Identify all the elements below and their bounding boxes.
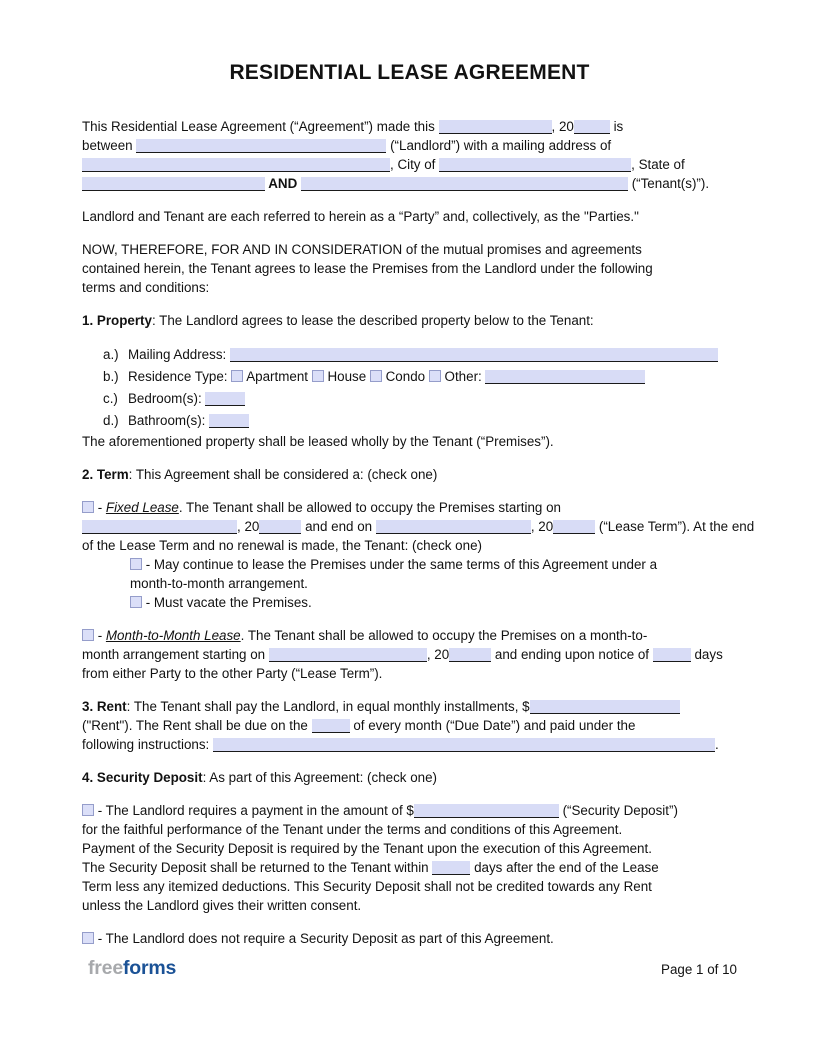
bedrooms-row [103, 388, 737, 410]
text-segment: Payment of the Security Deposit is required by the Tenant upon the execution of this Agreement. [82, 841, 652, 856]
text-segment: (“Landlord”) with a mailing address of [386, 138, 612, 153]
checkbox-house[interactable] [312, 370, 324, 382]
field-bathrooms[interactable] [209, 414, 249, 428]
section-number-label: 3. Rent [82, 699, 127, 714]
text-segment: : The Landlord agrees to lease the described property below to the Tenant: [151, 313, 594, 328]
field-mailing-address[interactable] [230, 348, 718, 362]
text-segment: Other: [444, 369, 486, 384]
field-payment-instructions[interactable] [213, 738, 715, 752]
text-segment: and end on [301, 519, 376, 534]
residence-type-row [103, 366, 737, 388]
text-segment: - [94, 803, 106, 818]
text-segment: Term less any itemized deductions. This Security Deposit shall not be credited towards any Rent [82, 879, 652, 894]
list-item-letter: a.) [103, 347, 119, 362]
text-segment: Condo [385, 369, 429, 384]
checkbox-condo[interactable] [370, 370, 382, 382]
field-rent-due-day[interactable] [312, 719, 350, 733]
text-segment: . The Tenant shall be allowed to occupy the Premises starting on [178, 500, 561, 515]
text-segment: The Security Deposit shall be returned to the Tenant within [82, 860, 433, 875]
month-to-month-clause [82, 626, 737, 683]
field-agreement-year[interactable] [574, 120, 610, 134]
field-deposit-return-days[interactable] [432, 861, 470, 875]
text-segment: , City of [390, 157, 440, 172]
text-segment: Residence Type: [128, 369, 232, 384]
bathrooms-row [103, 410, 737, 432]
logo-text-forms: forms [122, 957, 177, 979]
field-tenant-names[interactable] [301, 177, 628, 191]
section-3-rent [82, 697, 737, 754]
text-segment: days [690, 647, 723, 662]
checkbox-continue-month-to-month[interactable] [130, 558, 142, 570]
text-segment: (“Security Deposit”) [558, 803, 678, 818]
consideration-paragraph [82, 240, 737, 297]
text-segment: Bedroom(s): [128, 391, 206, 406]
fixed-lease-clause [82, 498, 755, 612]
mailing-address-row [103, 344, 737, 366]
text-segment: of every month (“Due Date”) and paid under the [349, 718, 636, 733]
field-fixed-end-date[interactable] [376, 520, 531, 534]
page-footer [88, 957, 737, 980]
text-segment: contained herein, the Tenant agrees to lease the Premises from the Landlord under the following [82, 261, 653, 276]
text-segment: is [609, 119, 624, 134]
text-segment: . The Tenant shall be allowed to occupy the Premises on a month-to- [240, 628, 648, 643]
checkbox-other[interactable] [429, 370, 441, 382]
checkbox-month-to-month-lease[interactable] [82, 629, 94, 641]
checkbox-must-vacate[interactable] [130, 596, 142, 608]
text-segment: days after the end of the Lease [470, 860, 659, 875]
text-segment: terms and conditions: [82, 280, 210, 295]
text-segment: Apartment [246, 369, 312, 384]
freeforms-logo [88, 957, 176, 980]
page-number: Page 1 of 10 [661, 962, 737, 977]
text-segment: , 20 [426, 647, 450, 662]
text-segment: ("Rent"). The Rent shall be due on the [82, 718, 312, 733]
month-to-month-label: Month-to-Month Lease [105, 628, 241, 643]
text-segment: following instructions: [82, 737, 213, 752]
text-segment: of the Lease Term and no renewal is made, the Tenant: (check one) [82, 538, 482, 553]
text-segment: (“Lease Term”). At the end [595, 519, 755, 534]
section-1-property-heading [82, 311, 737, 330]
property-list [103, 344, 737, 432]
text-segment: - [142, 595, 154, 610]
deposit-required-clause [82, 801, 737, 915]
text-segment: Landlord and Tenant are each referred to herein as a “Party” and, collectively, as the "Parties." [82, 209, 639, 224]
text-segment: unless the Landlord gives their written consent. [82, 898, 362, 913]
section-number-label: 4. Security Deposit [82, 770, 203, 785]
text-segment: and ending upon notice of [491, 647, 653, 662]
text-segment: : As part of this Agreement: (check one) [202, 770, 438, 785]
text-segment: May continue to lease the Premises under the same terms of this Agreement under a [153, 557, 658, 572]
field-deposit-amount[interactable] [414, 804, 559, 818]
fixed-lease-label: Fixed Lease [105, 500, 179, 515]
text-segment: This Residential Lease Agreement (“Agreement”) made this [82, 119, 439, 134]
field-fixed-start-year[interactable] [259, 520, 301, 534]
text-segment: Mailing Address: [128, 347, 230, 362]
logo-text-free: free [88, 957, 123, 979]
intro-paragraph [82, 117, 737, 193]
text-segment: NOW, THEREFORE, FOR AND IN CONSIDERATION of the mutual promises and agreements [82, 242, 642, 257]
no-deposit-clause [82, 929, 737, 948]
text-segment: Bathroom(s): [128, 413, 210, 428]
text-segment: from either Party to the other Party (“Lease Term”). [82, 666, 383, 681]
list-item-letter: b.) [103, 369, 119, 384]
text-segment: : The Tenant shall pay the Landlord, in equal monthly installments, $ [126, 699, 530, 714]
field-bedrooms[interactable] [205, 392, 245, 406]
text-segment: . [715, 737, 719, 752]
field-rent-amount[interactable] [530, 700, 680, 714]
field-agreement-date[interactable] [439, 120, 552, 134]
text-segment: - [142, 557, 154, 572]
text-segment: , 20 [551, 119, 574, 134]
text-segment: month-to-month arrangement. [130, 576, 308, 591]
section-number-label: 1. Property [82, 313, 152, 328]
text-segment: The Landlord does not require a Security Deposit as part of this Agreement. [105, 931, 554, 946]
checkbox-deposit-required[interactable] [82, 804, 94, 816]
text-segment: : This Agreement shall be considered a: (check one) [128, 467, 438, 482]
field-other-residence-type[interactable] [485, 370, 645, 384]
premises-paragraph [82, 432, 737, 451]
and-connector: AND [265, 176, 301, 191]
field-landlord-address[interactable] [82, 158, 390, 172]
section-number-label: 2. Term [82, 467, 129, 482]
field-fixed-end-year[interactable] [553, 520, 595, 534]
field-m2m-notice-days[interactable] [653, 648, 691, 662]
text-segment: , 20 [530, 519, 554, 534]
field-landlord-city[interactable] [439, 158, 631, 172]
text-segment: - [94, 931, 106, 946]
text-segment: House [327, 369, 370, 384]
checkbox-fixed-lease[interactable] [82, 501, 94, 513]
text-segment: - [94, 500, 106, 515]
checkbox-apartment[interactable] [231, 370, 243, 382]
text-segment: The aforementioned property shall be leased wholly by the Tenant (“Premises”). [82, 434, 554, 449]
field-m2m-start-year[interactable] [449, 648, 491, 662]
field-landlord-state[interactable] [82, 177, 265, 191]
section-4-security-deposit-heading [82, 768, 737, 787]
page-title: RESIDENTIAL LEASE AGREEMENT [229, 61, 590, 84]
section-2-term-heading [82, 465, 737, 484]
text-segment: Must vacate the Premises. [153, 595, 312, 610]
text-segment: , 20 [237, 519, 260, 534]
parties-paragraph [82, 207, 737, 226]
text-segment: - [94, 628, 106, 643]
list-item-letter: c.) [103, 391, 118, 406]
text-segment: (“Tenant(s)”). [627, 176, 710, 191]
list-item-letter: d.) [103, 413, 119, 428]
field-landlord-name[interactable] [136, 139, 386, 153]
text-segment: The Landlord requires a payment in the amount of $ [105, 803, 414, 818]
text-segment: for the faithful performance of the Tenant under the terms and conditions of this Agreement. [82, 822, 623, 837]
text-segment: , State of [631, 157, 685, 172]
field-m2m-start-date[interactable] [269, 648, 427, 662]
field-fixed-start-date[interactable] [82, 520, 237, 534]
checkbox-no-deposit[interactable] [82, 932, 94, 944]
text-segment: month arrangement starting on [82, 647, 269, 662]
text-segment: between [82, 138, 137, 153]
